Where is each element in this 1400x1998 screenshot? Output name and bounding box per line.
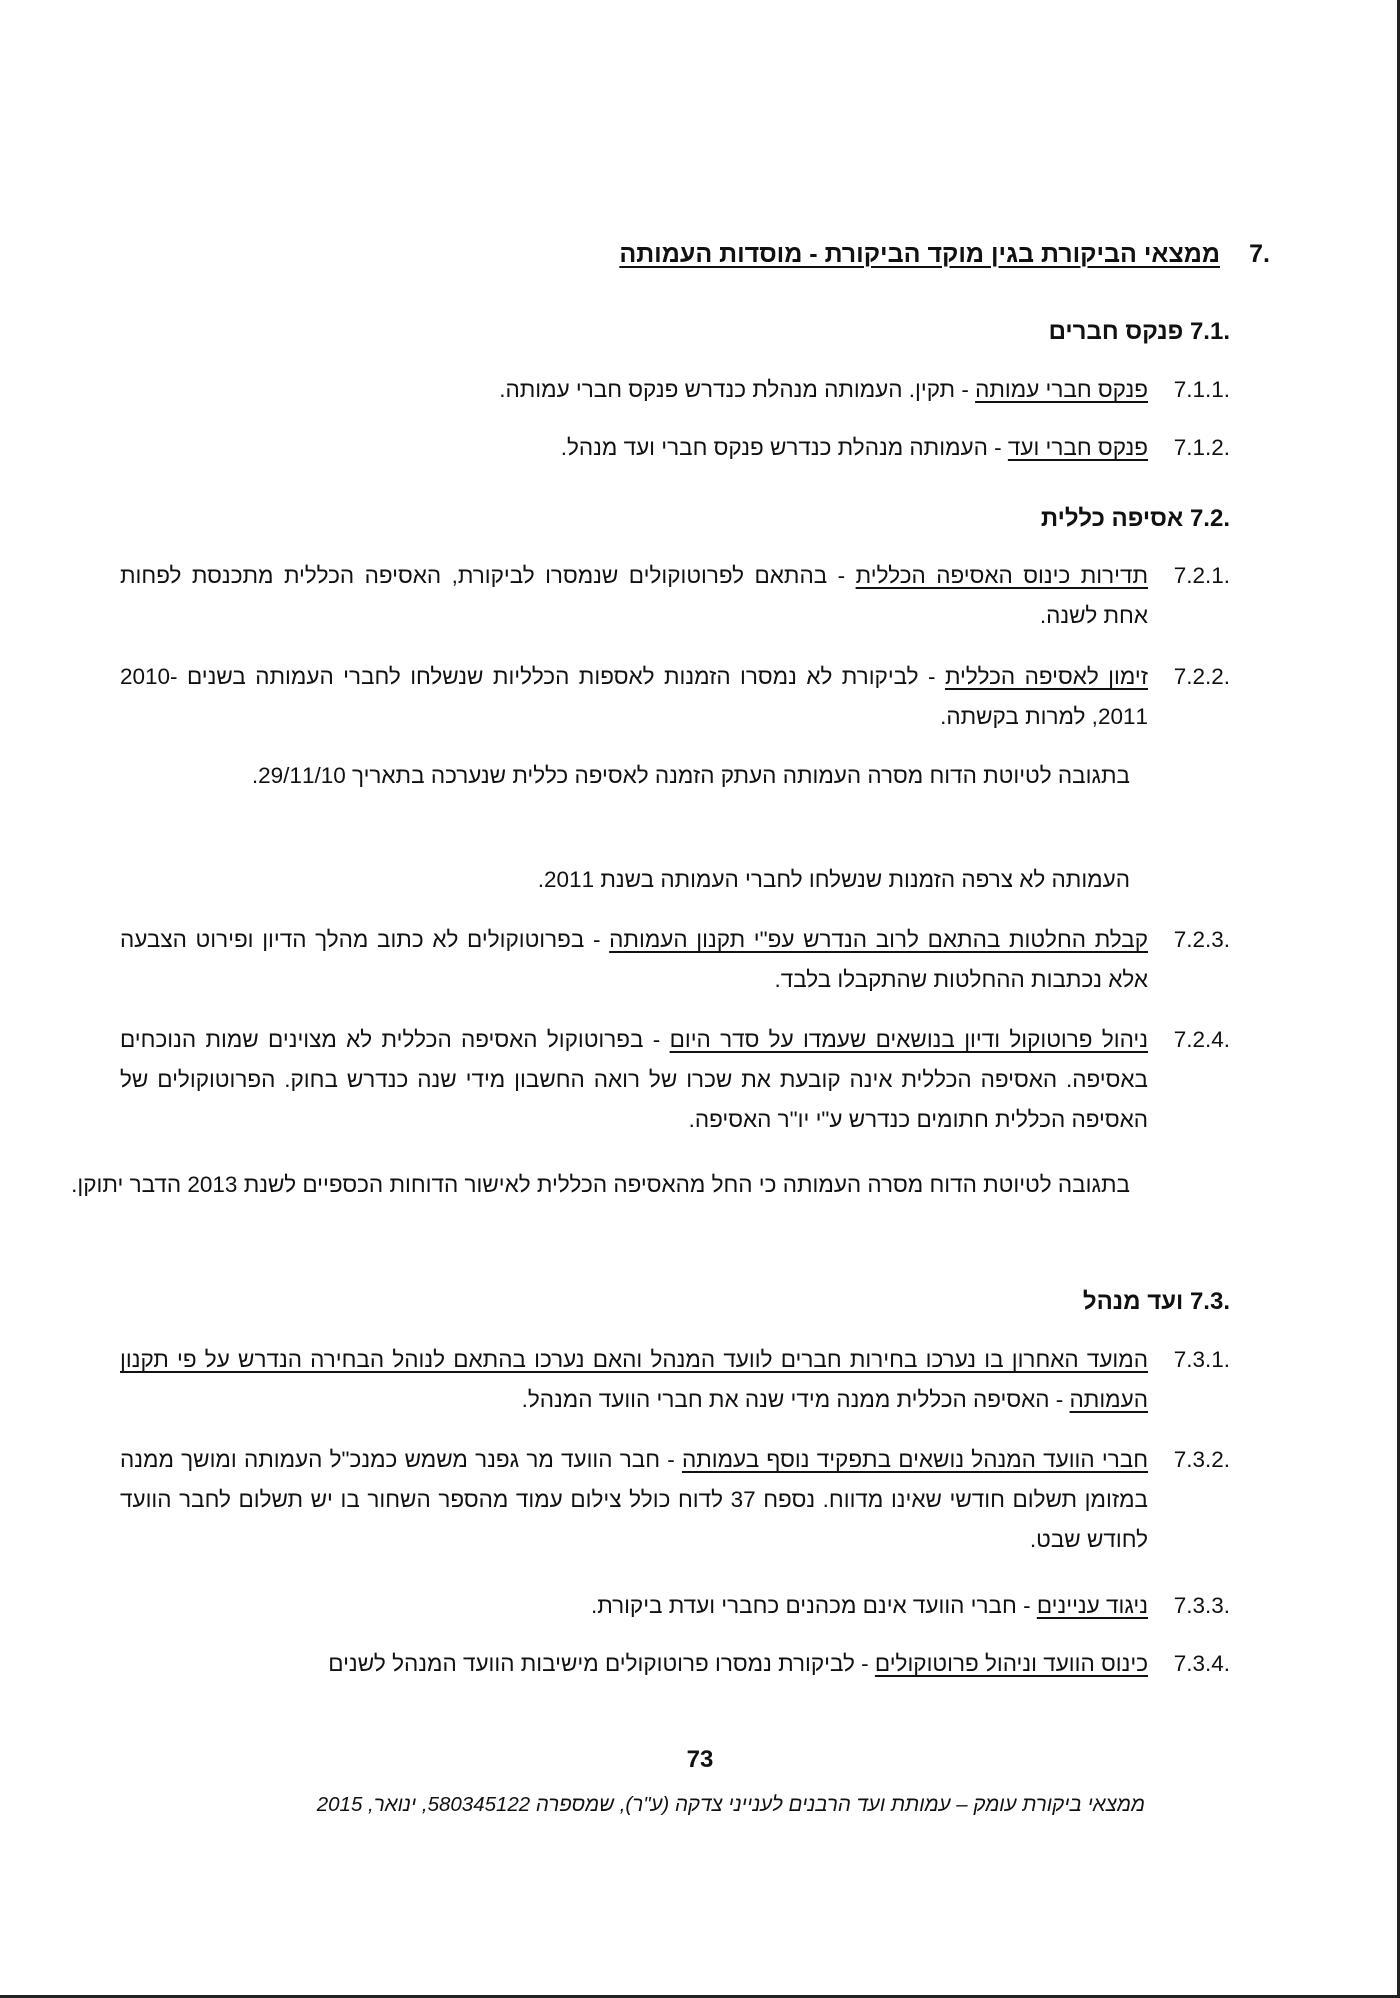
item-text: - חבר הוועד מר גפנר משמש כמנכ"ל העמותה ומושך ממנה במזומן תשלום חודשי שאינו מדווח. נספח 37 לדוח כולל צילום עמוד מהספר השחור בו יש תשלום לחבר הוועד לחודש שבט. xyxy=(120,1447,1149,1552)
item-text: - לביקורת נמסרו פרוטוקולים מישיבות הוועד המנהל לשנים xyxy=(328,1651,875,1676)
item-7-2-3 xyxy=(120,920,1230,1000)
item-topic: ניהול פרוטוקול ודיון בנושאים שעמדו על סדר היום xyxy=(669,1027,1148,1052)
item-7-2-2-note: העמותה לא צרפה הזמנות שנשלחו לחברי העמותה בשנת 2011. xyxy=(537,867,1130,892)
item-text: - לביקורת לא נמסרו הזמנות לאספות הכלליות שנשלחו לחברי העמותה בשנים 2010-2011, למרות בקשתה. xyxy=(120,664,1148,729)
item-text: - חברי הוועד אינם מכהנים כחברי ועדת ביקורת. xyxy=(590,1593,1037,1618)
item-7-2-2 xyxy=(120,657,1230,737)
section-heading-7-2: .7.2 אסיפה כללית xyxy=(1040,505,1230,532)
item-text: - האסיפה הכללית ממנה מידי שנה את חברי הוועד המנהל. xyxy=(521,1387,1070,1412)
page-footer: ממצאי ביקורת עומק – עמותת ועד הרבנים לענייני צדקה (ע"ר), שמספרה 580345122, ינואר, 2015 xyxy=(316,1793,1145,1816)
item-topic: כינוס הוועד וניהול פרוטוקולים xyxy=(874,1651,1148,1676)
item-topic: תדירות כינוס האסיפה הכללית xyxy=(855,563,1148,588)
item-topic: חברי הוועד המנהל נושאים בתפקיד נוסף בעמותה xyxy=(681,1447,1149,1472)
chapter-title-text: ממצאי הביקורת בגין מוקד הביקורת - מוסדות העמותה xyxy=(619,240,1220,268)
item-7-2-4 xyxy=(120,1020,1230,1140)
item-number: .7.2.4 xyxy=(1173,1027,1230,1052)
item-7-2-2-response: בתגובה לטיוטת הדוח מסרה העמותה העתק הזמנה לאסיפה כללית שנערכה בתאריך 29/11/10. xyxy=(251,763,1130,788)
item-topic: פנקס חברי עמותה xyxy=(975,377,1148,402)
item-topic: פנקס חברי ועד xyxy=(1007,435,1148,460)
item-7-3-4 xyxy=(120,1644,1230,1684)
item-topic: המועד האחרון בו נערכו בחירות חברים לוועד המנהל והאם נערכו בהתאם לנוהל הבחירה הנדרש על פי תקנון העמותה xyxy=(120,1347,1148,1412)
item-number: .7.3.1 xyxy=(1173,1347,1230,1372)
item-topic: ניגוד עניינים xyxy=(1036,1593,1148,1618)
item-text: - העמותה מנהלת כנדרש פנקס חברי ועד מנהל. xyxy=(560,435,1008,460)
item-text: - תקין. העמותה מנהלת כנדרש פנקס חברי עמותה. xyxy=(499,377,976,402)
chapter-number: .7 xyxy=(1249,240,1270,268)
item-number: .7.2.2 xyxy=(1173,664,1230,689)
item-topic: קבלת החלטות בהתאם לרוב הנדרש עפ"י תקנון העמותה xyxy=(609,927,1148,952)
item-7-3-2 xyxy=(120,1440,1230,1560)
item-7-1-2 xyxy=(120,428,1230,468)
item-7-1-1 xyxy=(120,370,1230,410)
item-number: .7.1.2 xyxy=(1173,435,1230,460)
page-number: 73 xyxy=(686,1746,714,1773)
item-text: - בהתאם לפרוטוקולים שנמסרו לביקורת, האסיפה הכללית מתכנסת לפחות אחת לשנה. xyxy=(120,563,1148,628)
item-number: .7.3.2 xyxy=(1173,1447,1230,1472)
item-number: .7.1.1 xyxy=(1173,377,1230,402)
section-heading-7-3: .7.3 ועד מנהל xyxy=(1082,1288,1230,1315)
item-7-2-1 xyxy=(120,556,1230,636)
item-7-3-1 xyxy=(120,1340,1230,1420)
item-number: .7.2.3 xyxy=(1173,927,1230,952)
item-7-3-3 xyxy=(120,1586,1230,1626)
item-number: .7.3.4 xyxy=(1173,1651,1230,1676)
item-text: - בפרוטוקולים לא כתוב מהלך הדיון ופירוט הצבעה אלא נכתבות ההחלטות שהתקבלו בלבד. xyxy=(120,927,1148,992)
item-topic: זימון לאסיפה הכללית xyxy=(944,664,1148,689)
item-number: .7.2.1 xyxy=(1173,563,1230,588)
item-text: - בפרוטוקול האסיפה הכללית לא מצוינים שמות הנוכחים באסיפה. האסיפה הכללית אינה קובעת את שכרו של רואה החשבון מידי שנה כנדרש בחוק. הפרוטוקולים של האסיפה הכללית חתומים כנדרש ע"י יו"ר האסיפה. xyxy=(120,1027,1148,1132)
item-7-2-4-response: בתגובה לטיוטת הדוח מסרה העמותה כי החל מהאסיפה הכללית לאישור הדוחות הכספיים לשנת 2013 הדבר יתוקן. xyxy=(71,1172,1130,1197)
section-heading-7-1: .7.1 פנקס חברים xyxy=(1048,318,1230,345)
item-number: .7.3.3 xyxy=(1173,1593,1230,1618)
